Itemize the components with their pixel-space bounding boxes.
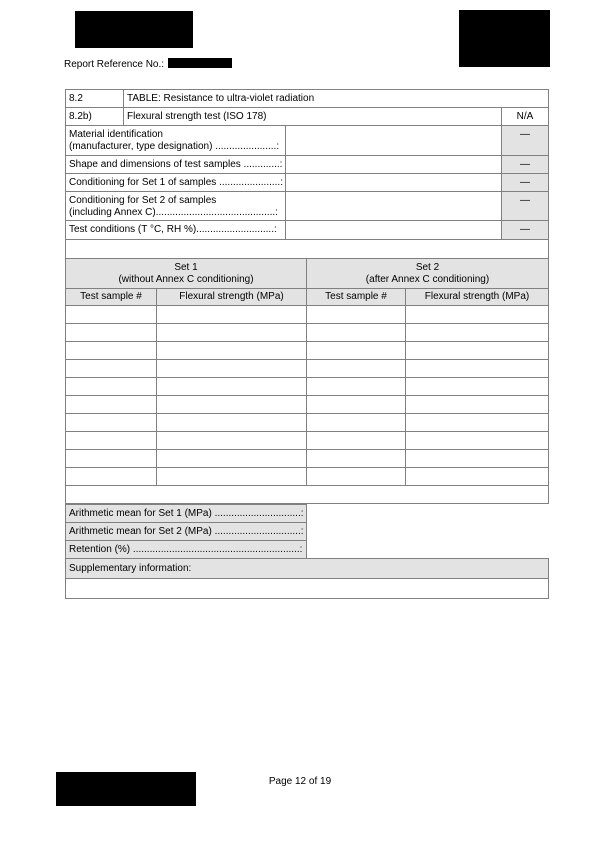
field-row (66, 174, 549, 192)
field-row (66, 126, 549, 156)
field-label: Shape and dimensions of test samples .............: (66, 156, 286, 174)
section-title: TABLE: Resistance to ultra-violet radiation (124, 90, 549, 108)
strength-cell[interactable] (157, 468, 307, 486)
report-reference (64, 58, 232, 70)
field-value[interactable] (286, 126, 502, 156)
supplementary-row (66, 559, 549, 579)
strength-cell[interactable] (157, 432, 307, 450)
field-verdict: — (502, 221, 549, 240)
sample-cell[interactable] (66, 468, 157, 486)
strength-cell[interactable] (406, 414, 549, 432)
table-row (66, 468, 549, 486)
supplementary-value[interactable] (66, 579, 549, 599)
set1-header: Set 1 (without Annex C conditioning) (66, 259, 307, 289)
sample-cell[interactable] (66, 414, 157, 432)
field-row (66, 221, 549, 240)
field-label: Test conditions (T °C, RH %)............................: (66, 221, 286, 240)
col-header-sample: Test sample # (307, 289, 406, 306)
col-header-sample: Test sample # (66, 289, 157, 306)
column-header-row (66, 289, 549, 306)
table-row (66, 360, 549, 378)
sample-cell[interactable] (66, 396, 157, 414)
table-row (66, 378, 549, 396)
sample-cell[interactable] (66, 306, 157, 324)
field-verdict: — (502, 156, 549, 174)
set2-header: Set 2 (after Annex C conditioning) (307, 259, 549, 289)
redacted-report-number (168, 58, 232, 68)
field-row (66, 192, 549, 221)
field-value[interactable] (286, 192, 502, 221)
sample-cell[interactable] (307, 324, 406, 342)
field-row (66, 156, 549, 174)
subsection-verdict: N/A (502, 108, 549, 126)
report-reference-label: Report Reference No.: (64, 59, 165, 70)
table-row (66, 342, 549, 360)
col-header-strength: Flexural strength (MPa) (406, 289, 549, 306)
sample-cell[interactable] (307, 378, 406, 396)
page-number: Page 12 of 19 (268, 776, 332, 787)
subsection-title: Flexural strength test (ISO 178) (124, 108, 502, 126)
sample-cell[interactable] (66, 324, 157, 342)
measurements-table (65, 239, 549, 504)
mean-set1-label: Arithmetic mean for Set 1 (MPa) ...............................: (66, 505, 307, 523)
redacted-logo-top-left (75, 11, 193, 48)
strength-cell[interactable] (157, 342, 307, 360)
sample-cell[interactable] (307, 360, 406, 378)
retention-label: Retention (%) ............................................................: (66, 541, 307, 559)
strength-cell[interactable] (406, 450, 549, 468)
strength-cell[interactable] (406, 432, 549, 450)
sample-cell[interactable] (307, 450, 406, 468)
info-table (65, 89, 549, 240)
section-row (66, 90, 549, 108)
table-row (66, 414, 549, 432)
table-row (66, 324, 549, 342)
spacer-row (66, 486, 549, 504)
field-value[interactable] (286, 156, 502, 174)
field-value[interactable] (286, 174, 502, 192)
field-verdict: — (502, 174, 549, 192)
col-header-strength: Flexural strength (MPa) (157, 289, 307, 306)
sample-cell[interactable] (307, 414, 406, 432)
sample-cell[interactable] (307, 396, 406, 414)
sample-cell[interactable] (307, 306, 406, 324)
strength-cell[interactable] (406, 396, 549, 414)
strength-cell[interactable] (406, 306, 549, 324)
supplementary-value-row (66, 579, 549, 599)
sample-cell[interactable] (66, 450, 157, 468)
set-header-row (66, 259, 549, 289)
mean-set1-value[interactable] (307, 505, 549, 523)
result-row (66, 541, 549, 559)
retention-value[interactable] (307, 541, 549, 559)
table-row (66, 396, 549, 414)
strength-cell[interactable] (406, 342, 549, 360)
subsection-row (66, 108, 549, 126)
subsection-number: 8.2b) (66, 108, 124, 126)
data-rows (66, 306, 549, 486)
results-table (65, 504, 549, 599)
sample-cell[interactable] (66, 360, 157, 378)
field-verdict: — (502, 126, 549, 156)
strength-cell[interactable] (157, 324, 307, 342)
table-row (66, 432, 549, 450)
sample-cell[interactable] (307, 468, 406, 486)
table-row (66, 450, 549, 468)
sample-cell[interactable] (66, 432, 157, 450)
table-row (66, 306, 549, 324)
strength-cell[interactable] (157, 396, 307, 414)
section-number: 8.2 (66, 90, 124, 108)
strength-cell[interactable] (157, 378, 307, 396)
strength-cell[interactable] (406, 324, 549, 342)
strength-cell[interactable] (157, 306, 307, 324)
strength-cell[interactable] (406, 360, 549, 378)
sample-cell[interactable] (307, 342, 406, 360)
sample-cell[interactable] (307, 432, 406, 450)
field-label: Conditioning for Set 1 of samples ......................: (66, 174, 286, 192)
field-value[interactable] (286, 221, 502, 240)
strength-cell[interactable] (157, 414, 307, 432)
sample-cell[interactable] (66, 342, 157, 360)
strength-cell[interactable] (157, 360, 307, 378)
mean-set2-value[interactable] (307, 523, 549, 541)
result-row (66, 505, 549, 523)
strength-cell[interactable] (157, 450, 307, 468)
field-label: Conditioning for Set 2 of samples (including Annex C)...........................................: (66, 192, 286, 221)
field-verdict: — (502, 192, 549, 221)
sample-cell[interactable] (66, 378, 157, 396)
redacted-logo-top-right (459, 10, 550, 67)
result-row (66, 523, 549, 541)
strength-cell[interactable] (406, 468, 549, 486)
mean-set2-label: Arithmetic mean for Set 2 (MPa) ...............................: (66, 523, 307, 541)
strength-cell[interactable] (406, 378, 549, 396)
supplementary-label: Supplementary information: (66, 559, 549, 579)
spacer-row (66, 240, 549, 259)
field-label: Material identification (manufacturer, type designation) ......................: (66, 126, 286, 156)
